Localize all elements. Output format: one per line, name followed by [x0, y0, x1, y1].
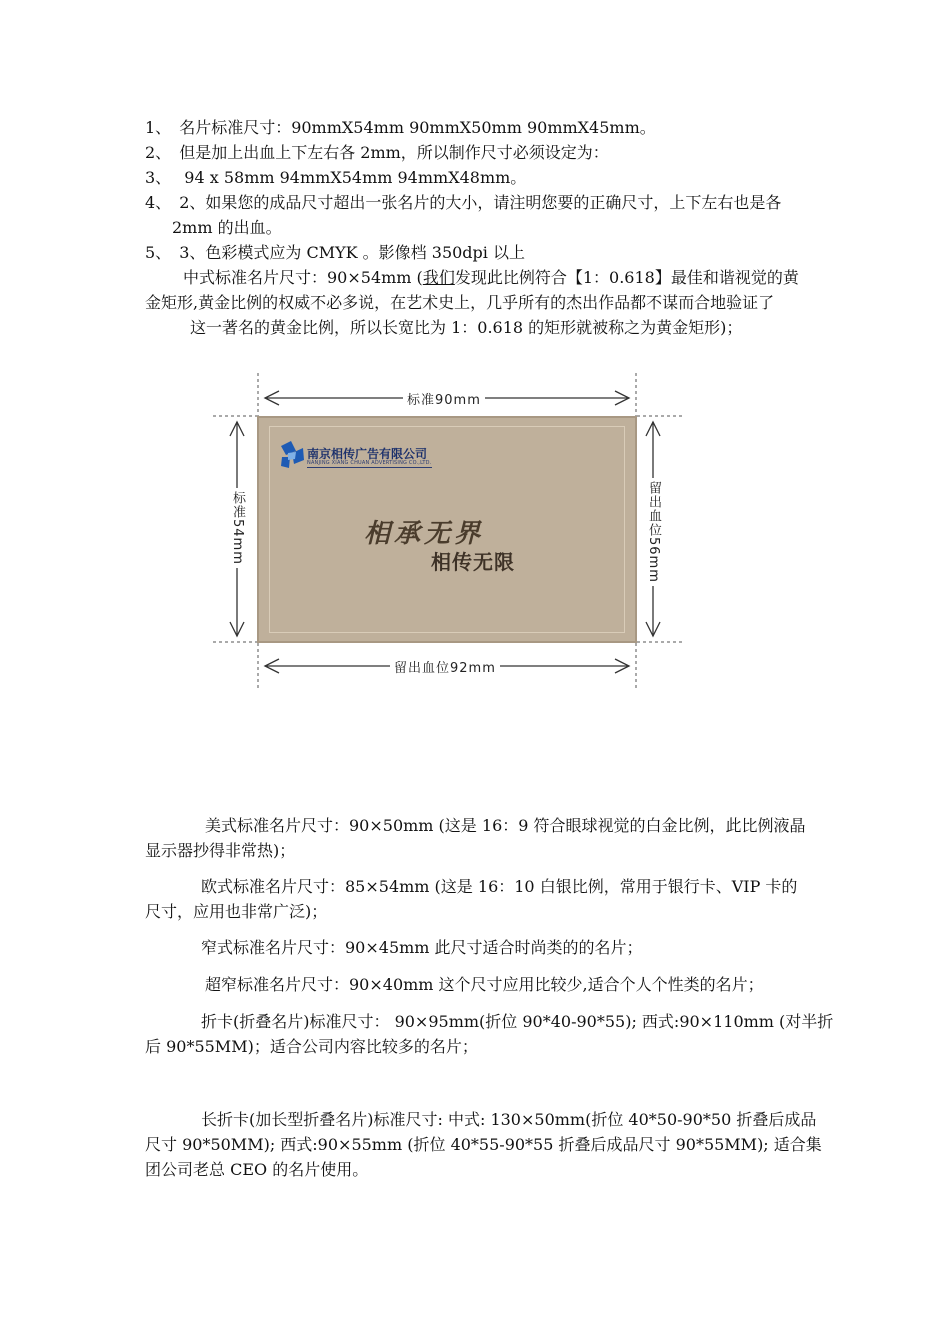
list-number: 2、	[145, 143, 172, 162]
narrow-standard: 窄式标准名片尺寸：90×45mm 此尺寸适合时尚类的的名片；	[201, 938, 643, 957]
list-text: 3、色彩模式应为 CMYK 。影像档 350dpi 以上	[179, 243, 525, 262]
list-item-2	[145, 143, 609, 163]
company-logo-icon	[279, 440, 305, 470]
list-item-5	[145, 243, 525, 263]
list-number: 4、	[145, 193, 172, 212]
chinese-standard-text: 中式标准名片尺寸：90×54mm (	[183, 268, 423, 287]
slogan-top: 相承无界	[364, 519, 485, 549]
inline-link[interactable]: 我们	[422, 268, 455, 287]
eu-standard-line2: 尺寸，应用也非常广泛)；	[145, 902, 328, 921]
dimension-label-right: 留出血位56mm	[644, 478, 663, 586]
slogan-bottom: 相传无限	[431, 550, 515, 574]
eu-standard-line1: 欧式标准名片尺寸：85×54mm (这是 16：10 白银比例，常用于银行卡、VIP 卡的	[201, 877, 798, 896]
long-fold-line3: 团公司老总 CEO 的名片使用。	[145, 1160, 369, 1179]
company-name-en: NANJING XIANG CHUAN ADVERTISING CO.,LTD.	[307, 460, 432, 466]
list-text: 2、如果您的成品尺寸超出一张名片的大小，请注明您要的正确尺寸，上下左右也是各	[179, 193, 782, 212]
fold-card-line1: 折卡(折叠名片)标准尺寸： 90×95mm(折位 90*40-90*55); 西式:90×110mm (对半折	[201, 1012, 834, 1031]
long-fold-line1: 长折卡(加长型折叠名片)标准尺寸: 中式: 130×50mm(折位 40*50-90*50 折叠后成品	[201, 1110, 817, 1129]
list-item-3	[145, 168, 526, 188]
list-item-4	[145, 193, 781, 213]
chinese-standard-line3: 这一著名的黄金比例，所以长宽比为 1：0.618 的矩形就被称之为黄金矩形)；	[190, 318, 743, 337]
list-text: 但是加上出血上下左右各 2mm，所以制作尺寸必须设定为：	[179, 143, 609, 162]
list-text: 名片标准尺寸：90mmX54mm 90mmX50mm 90mmX45mm。	[179, 118, 656, 137]
list-number: 1、	[145, 118, 172, 137]
fold-card-line2: 后 90*55MM)；适合公司内容比较多的名片；	[145, 1037, 478, 1056]
dimension-label-bottom: 留出血位92mm	[390, 657, 500, 676]
list-number: 5、	[145, 243, 172, 262]
business-card	[257, 416, 637, 643]
us-standard-line2: 显示器抄得非常热)；	[145, 841, 296, 860]
chinese-standard-line1	[183, 268, 799, 288]
business-card-diagram	[205, 368, 690, 698]
list-item-4-continuation: 2mm 的出血。	[172, 218, 282, 237]
list-number: 3、	[145, 168, 172, 187]
us-standard-line1: 美式标准名片尺寸：90×50mm (这是 16：9 符合眼球视觉的白金比例，此比例液晶	[205, 816, 806, 835]
dimension-label-top: 标准90mm	[403, 389, 485, 408]
ultra-narrow-standard: 超窄标准名片尺寸：90×40mm 这个尺寸应用比较少,适合个人个性类的名片；	[205, 975, 764, 994]
chinese-standard-text: 发现此比例符合【1：0.618】最佳和谐视觉的黄	[454, 268, 799, 287]
chinese-standard-line2: 金矩形,黄金比例的权威不必多说，在艺术史上，几乎所有的杰出作品都不谋而合地验证了	[145, 293, 775, 312]
long-fold-line2: 尺寸 90*50MM); 西式:90×55mm (折位 40*55-90*55 折叠后成品尺寸 90*55MM); 适合集	[145, 1135, 822, 1154]
list-text: 94 x 58mm 94mmX54mm 94mmX48mm。	[179, 168, 527, 187]
dimension-label-left: 标准54mm	[228, 488, 247, 568]
company-name-cn: 南京相传广告有限公司	[307, 447, 428, 461]
list-item-1	[145, 118, 656, 138]
